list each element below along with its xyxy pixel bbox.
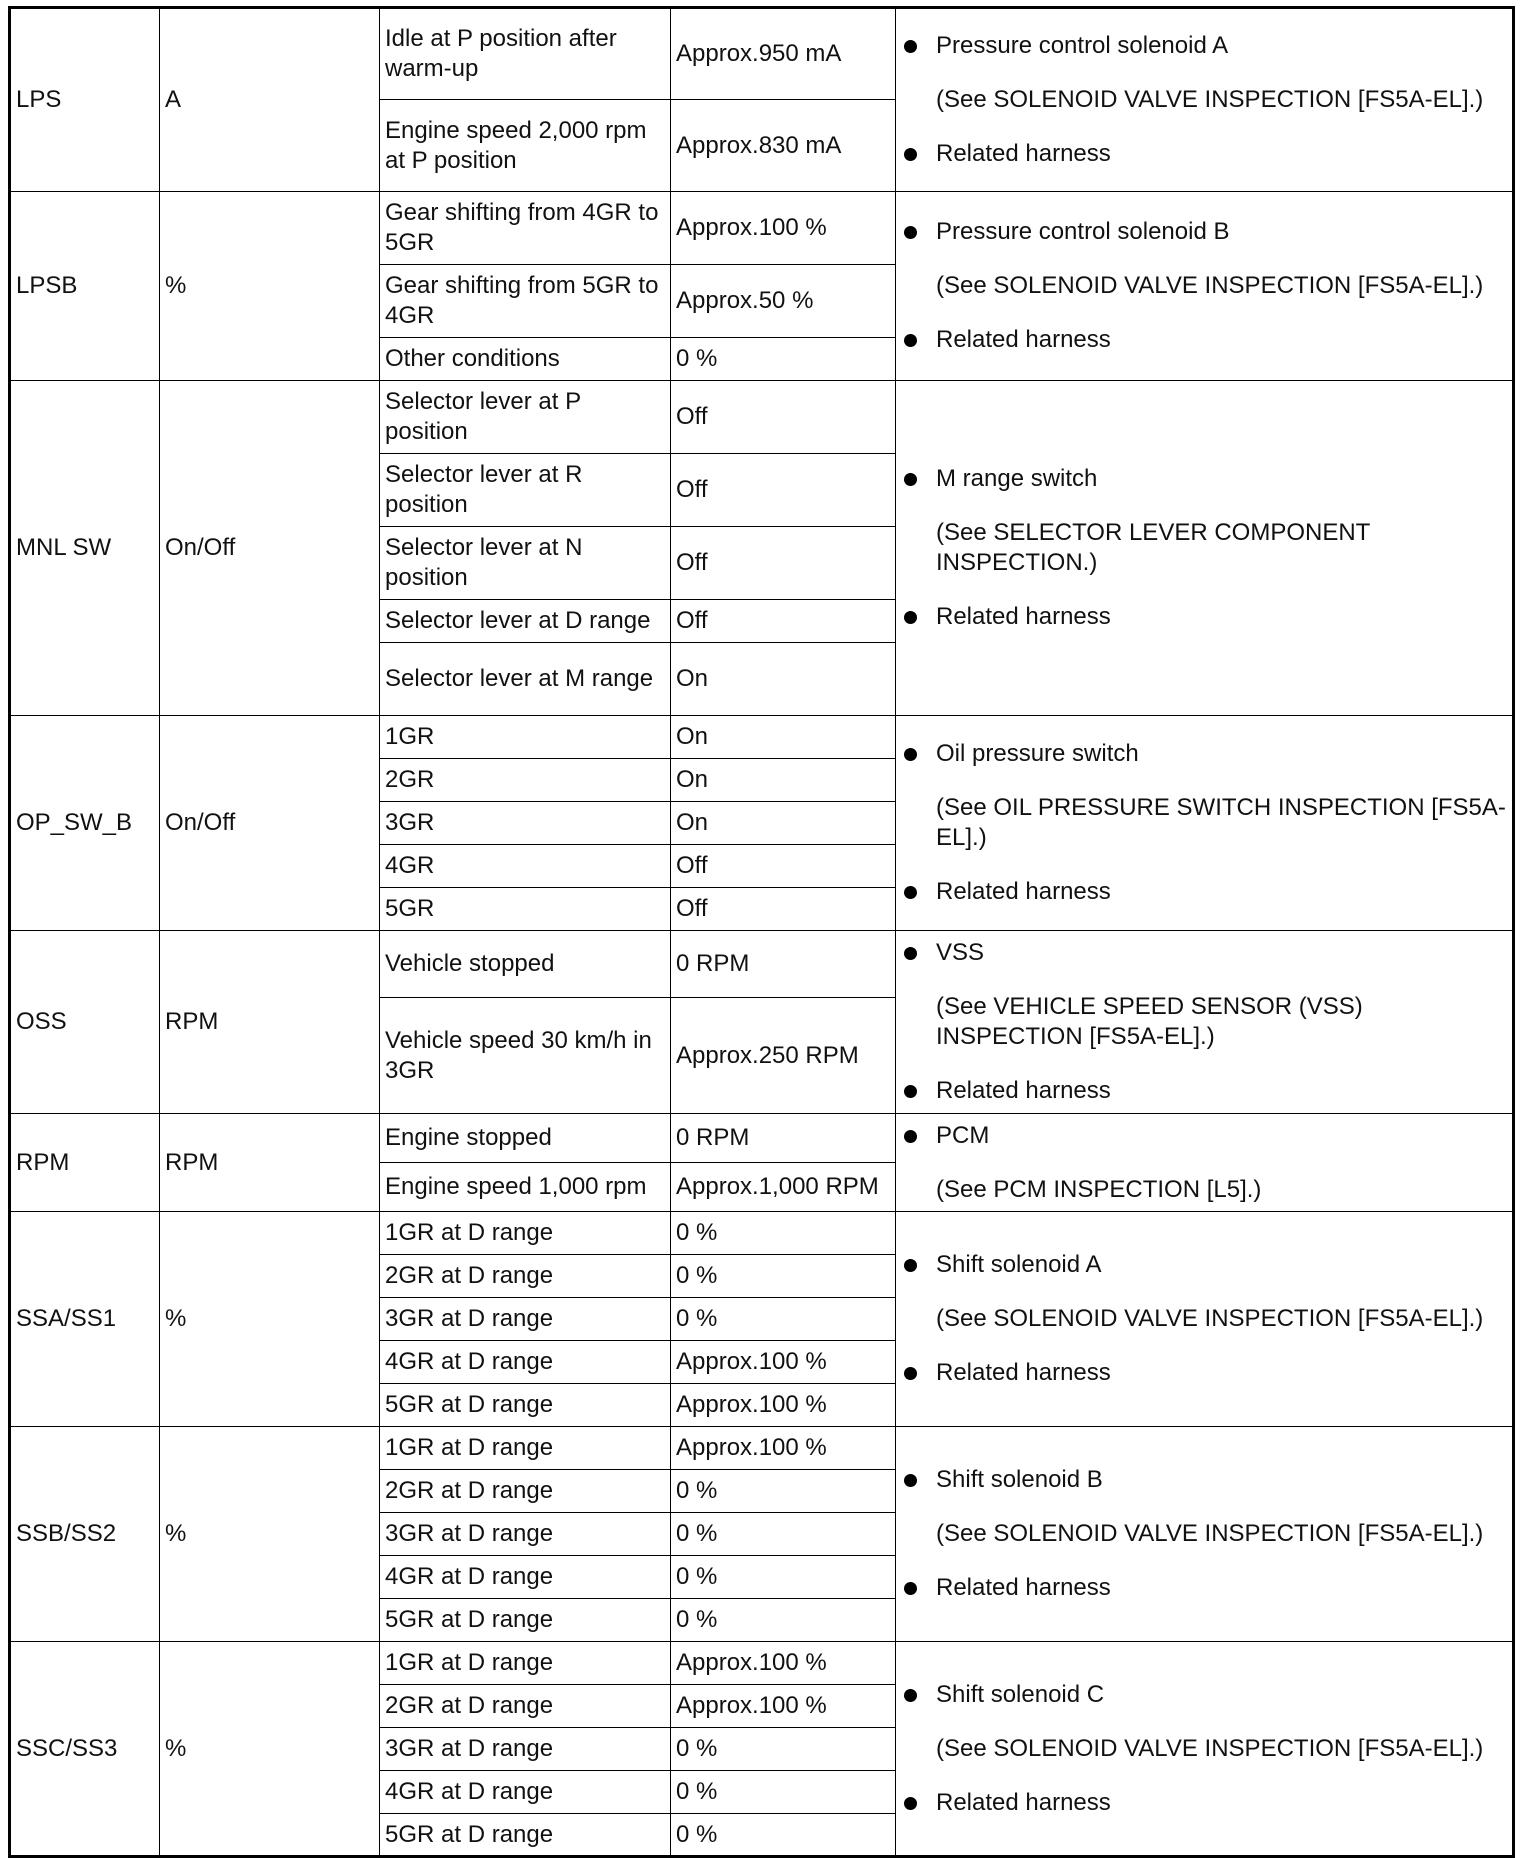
monitor-item-cell: MNL SW	[10, 381, 160, 716]
specification-cell: 0 %	[671, 1255, 896, 1298]
condition-cell: 5GR	[380, 888, 671, 931]
monitor-item-cell: LPSB	[10, 192, 160, 381]
condition-cell: 1GR at D range	[380, 1427, 671, 1470]
inspection-component	[936, 1465, 1507, 1495]
monitor-item-cell: LPS	[10, 8, 160, 192]
condition-cell: Gear shifting from 4GR to 5GR	[380, 192, 671, 265]
condition-cell: Selector lever at P position	[380, 381, 671, 454]
inspection-item-cell	[896, 1642, 1514, 1857]
inspection-reference: (See SELECTOR LEVER COMPONENT INSPECTION.)	[936, 519, 1370, 576]
inspection-item-cell	[896, 192, 1514, 381]
inspection-component	[936, 1250, 1507, 1280]
unit-cell: On/Off	[160, 381, 380, 716]
spacer	[936, 301, 1507, 325]
condition-cell: 5GR at D range	[380, 1599, 671, 1642]
inspection-reference: (See SOLENOID VALVE INSPECTION [FS5A-EL].)	[936, 1520, 1484, 1547]
spacer	[936, 494, 1507, 518]
inspection-harness-text: Related harness	[936, 140, 1111, 167]
inspection-reference: (See SOLENOID VALVE INSPECTION [FS5A-EL].)	[936, 86, 1484, 113]
condition-cell: 1GR at D range	[380, 1642, 671, 1685]
table-row	[10, 931, 1514, 998]
inspection-component	[936, 938, 1507, 968]
specification-cell: On	[671, 716, 896, 759]
condition-cell: 2GR at D range	[380, 1470, 671, 1513]
specification-cell: 0 %	[671, 1814, 896, 1857]
table-row	[10, 716, 1514, 759]
inspection-harness	[936, 877, 1507, 907]
specification-cell: On	[671, 802, 896, 845]
bullet-icon	[904, 611, 917, 624]
bullet-icon	[904, 148, 917, 161]
condition-cell: 4GR	[380, 845, 671, 888]
spacer	[936, 1764, 1507, 1788]
bullet-icon	[904, 1689, 917, 1702]
inspection-harness	[936, 602, 1507, 632]
condition-cell: 4GR at D range	[380, 1556, 671, 1599]
condition-cell: 3GR	[380, 802, 671, 845]
spacer	[936, 61, 1507, 85]
bullet-icon	[904, 473, 917, 486]
specification-cell: On	[671, 759, 896, 802]
specification-cell: Off	[671, 600, 896, 643]
monitor-item-cell: SSA/SS1	[10, 1212, 160, 1427]
condition-cell: Vehicle stopped	[380, 931, 671, 998]
specification-cell: Approx.950 mA	[671, 8, 896, 100]
bullet-icon	[904, 1582, 917, 1595]
inspection-component-text: PCM	[936, 1121, 990, 1149]
table-row	[10, 1427, 1514, 1470]
inspection-reference: (See VEHICLE SPEED SENSOR (VSS) INSPECTION [FS5A-EL].)	[936, 993, 1363, 1050]
inspection-harness	[936, 1788, 1507, 1818]
spacer	[936, 1280, 1507, 1304]
condition-cell: 1GR at D range	[380, 1212, 671, 1255]
specification-cell: Off	[671, 454, 896, 527]
specification-cell: 0 %	[671, 1513, 896, 1556]
inspection-component	[936, 464, 1507, 494]
pid-monitor-table	[8, 6, 1515, 1858]
inspection-component-text: VSS	[936, 939, 985, 966]
specification-cell: Off	[671, 845, 896, 888]
inspection-item-cell	[896, 931, 1514, 1114]
spacer	[936, 1151, 1507, 1175]
condition-cell: 3GR at D range	[380, 1298, 671, 1341]
inspection-harness	[936, 325, 1507, 355]
condition-cell: Selector lever at R position	[380, 454, 671, 527]
spacer	[936, 769, 1507, 793]
spacer	[936, 1334, 1507, 1358]
inspection-harness-text: Related harness	[936, 1574, 1111, 1601]
condition-cell: Idle at P position after warm-up	[380, 8, 671, 100]
specification-cell: Approx.100 %	[671, 1341, 896, 1384]
inspection-reference: (See SOLENOID VALVE INSPECTION [FS5A-EL].)	[936, 1734, 1484, 1762]
specification-cell: Approx.100 %	[671, 192, 896, 265]
condition-cell: Gear shifting from 5GR to 4GR	[380, 265, 671, 338]
specification-cell: Off	[671, 381, 896, 454]
bullet-icon	[904, 947, 917, 960]
spacer	[936, 247, 1507, 271]
unit-cell: %	[160, 192, 380, 381]
inspection-reference: (See PCM INSPECTION [L5].)	[936, 1175, 1262, 1203]
condition-cell: Other conditions	[380, 338, 671, 381]
bullet-icon	[904, 886, 917, 899]
condition-cell: 2GR at D range	[380, 1685, 671, 1728]
inspection-item-cell	[896, 1427, 1514, 1642]
condition-cell: Selector lever at N position	[380, 527, 671, 600]
inspection-harness	[936, 1076, 1507, 1106]
monitor-item-cell: OSS	[10, 931, 160, 1114]
unit-cell: On/Off	[160, 716, 380, 931]
bullet-icon	[904, 226, 917, 239]
specification-cell: 0 %	[671, 338, 896, 381]
inspection-harness-text: Related harness	[936, 1359, 1111, 1386]
condition-cell: 5GR at D range	[380, 1814, 671, 1857]
inspection-reference: (See SOLENOID VALVE INSPECTION [FS5A-EL].)	[936, 1305, 1484, 1332]
inspection-harness-text: Related harness	[936, 603, 1111, 630]
specification-cell: 0 %	[671, 1212, 896, 1255]
specification-cell: 0 %	[671, 1556, 896, 1599]
inspection-harness-text: Related harness	[936, 326, 1111, 353]
bullet-icon	[904, 1797, 917, 1810]
specification-cell: 0 %	[671, 1728, 896, 1771]
unit-cell: A	[160, 8, 380, 192]
inspection-component-text: Pressure control solenoid B	[936, 218, 1230, 245]
condition-cell: 3GR at D range	[380, 1728, 671, 1771]
table-row	[10, 192, 1514, 265]
inspection-harness-text: Related harness	[936, 1077, 1111, 1104]
inspection-component-text: Pressure control solenoid A	[936, 32, 1229, 59]
table-row	[10, 1642, 1514, 1685]
table-row	[10, 1212, 1514, 1255]
specification-cell: 0 %	[671, 1470, 896, 1513]
specification-cell: 0 %	[671, 1771, 896, 1814]
condition-cell: Engine stopped	[380, 1114, 671, 1163]
unit-cell: %	[160, 1212, 380, 1427]
bullet-icon	[904, 1259, 917, 1272]
inspection-harness	[936, 1358, 1507, 1388]
inspection-harness	[936, 139, 1507, 169]
condition-cell: 4GR at D range	[380, 1771, 671, 1814]
inspection-component-text: Oil pressure switch	[936, 740, 1139, 767]
inspection-component	[936, 1680, 1507, 1710]
condition-cell: Engine speed 1,000 rpm	[380, 1163, 671, 1212]
spacer	[936, 115, 1507, 139]
condition-cell: 4GR at D range	[380, 1341, 671, 1384]
condition-cell: 1GR	[380, 716, 671, 759]
inspection-item-cell	[896, 1114, 1514, 1212]
inspection-item-cell	[896, 716, 1514, 931]
specification-cell: Approx.1,000 RPM	[671, 1163, 896, 1212]
bullet-icon	[904, 1474, 917, 1487]
condition-cell: 2GR	[380, 759, 671, 802]
spacer	[936, 1495, 1507, 1519]
condition-cell: Selector lever at M range	[380, 643, 671, 716]
inspection-harness	[936, 1573, 1507, 1603]
specification-cell: Approx.250 RPM	[671, 998, 896, 1114]
table-row	[10, 1114, 1514, 1163]
condition-cell: 3GR at D range	[380, 1513, 671, 1556]
bullet-icon	[904, 748, 917, 761]
specification-cell: Approx.100 %	[671, 1427, 896, 1470]
inspection-reference: (See SOLENOID VALVE INSPECTION [FS5A-EL].)	[936, 272, 1484, 299]
monitor-item-cell: OP_SW_B	[10, 716, 160, 931]
inspection-item-cell	[896, 8, 1514, 192]
monitor-item-cell: SSB/SS2	[10, 1427, 160, 1642]
inspection-item-cell	[896, 381, 1514, 716]
inspection-component	[936, 31, 1507, 61]
inspection-harness-text: Related harness	[936, 1788, 1111, 1816]
table-row	[10, 8, 1514, 100]
inspection-component-text: Shift solenoid A	[936, 1251, 1102, 1278]
specification-cell: 0 RPM	[671, 1114, 896, 1163]
table-row	[10, 381, 1514, 454]
condition-cell: 2GR at D range	[380, 1255, 671, 1298]
specification-cell: Approx.100 %	[671, 1642, 896, 1685]
inspection-component-text: Shift solenoid C	[936, 1680, 1105, 1708]
inspection-reference: (See OIL PRESSURE SWITCH INSPECTION [FS5A-EL].)	[936, 794, 1506, 851]
monitor-item-cell: RPM	[10, 1114, 160, 1212]
spacer	[936, 1052, 1507, 1076]
bullet-icon	[904, 334, 917, 347]
specification-cell: Off	[671, 527, 896, 600]
spacer	[936, 853, 1507, 877]
inspection-component	[936, 739, 1507, 769]
specification-cell: 0 %	[671, 1599, 896, 1642]
inspection-component	[936, 1121, 1507, 1151]
inspection-item-cell	[896, 1212, 1514, 1427]
inspection-component-text: M range switch	[936, 465, 1098, 492]
spacer	[936, 1549, 1507, 1573]
specification-cell: Approx.830 mA	[671, 100, 896, 192]
bullet-icon	[904, 1085, 917, 1098]
unit-cell: RPM	[160, 931, 380, 1114]
inspection-harness-text: Related harness	[936, 878, 1111, 905]
bullet-icon	[904, 1367, 917, 1380]
specification-cell: 0 RPM	[671, 931, 896, 998]
condition-cell: Engine speed 2,000 rpm at P position	[380, 100, 671, 192]
spacer	[936, 1710, 1507, 1734]
inspection-component	[936, 217, 1507, 247]
bullet-icon	[904, 1130, 917, 1143]
condition-cell: 5GR at D range	[380, 1384, 671, 1427]
inspection-component-text: Shift solenoid B	[936, 1466, 1103, 1493]
spacer	[936, 968, 1507, 992]
unit-cell: RPM	[160, 1114, 380, 1212]
specification-cell: Approx.100 %	[671, 1384, 896, 1427]
specification-cell: 0 %	[671, 1298, 896, 1341]
specification-cell: Approx.100 %	[671, 1685, 896, 1728]
bullet-icon	[904, 40, 917, 53]
monitor-item-cell: SSC/SS3	[10, 1642, 160, 1857]
spacer	[936, 578, 1507, 602]
specification-cell: On	[671, 643, 896, 716]
unit-cell: %	[160, 1427, 380, 1642]
condition-cell: Vehicle speed 30 km/h in 3GR	[380, 998, 671, 1114]
specification-cell: Approx.50 %	[671, 265, 896, 338]
unit-cell: %	[160, 1642, 380, 1857]
specification-cell: Off	[671, 888, 896, 931]
condition-cell: Selector lever at D range	[380, 600, 671, 643]
